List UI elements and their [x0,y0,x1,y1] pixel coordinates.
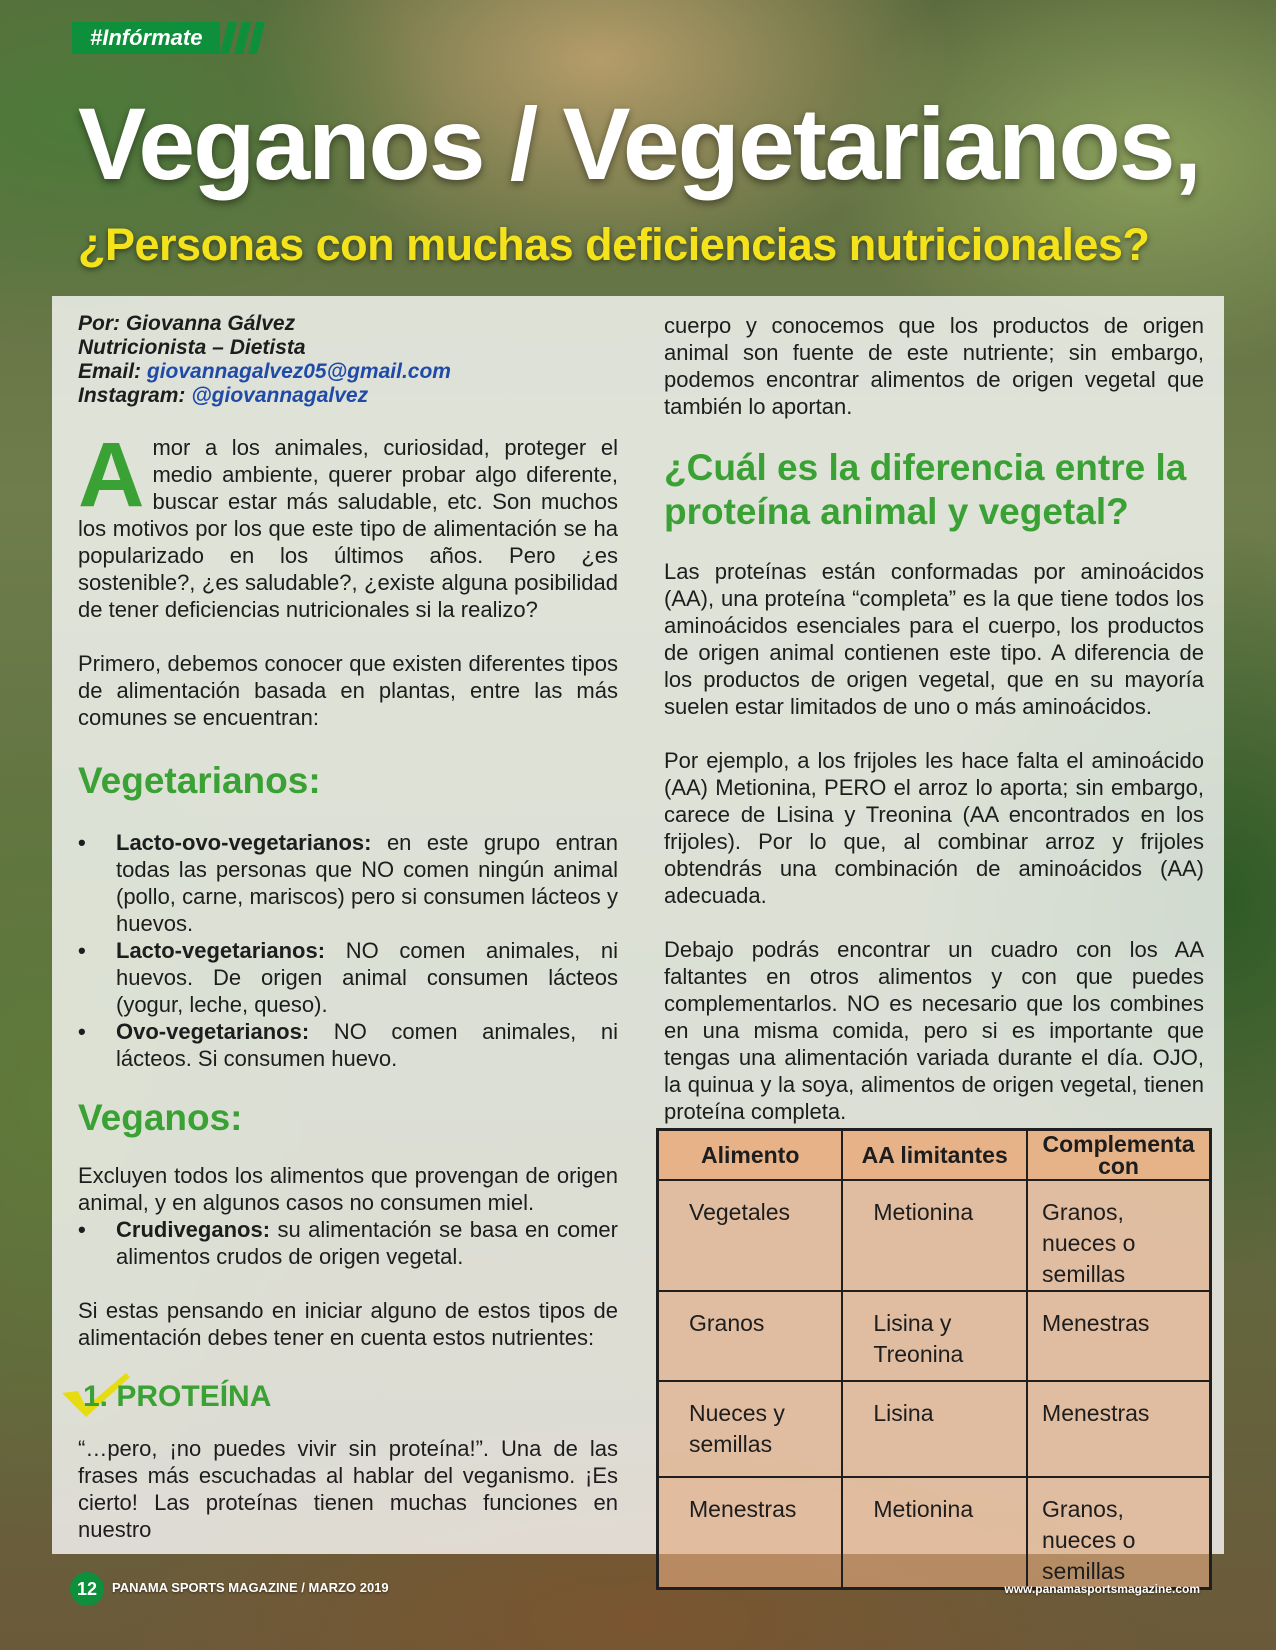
table-row [658,1291,1211,1381]
heading-diferencia: ¿Cuál es la diferencia entre la proteína animal y vegetal? [664,447,1187,532]
table-header: AA limitantes [842,1130,1027,1181]
list-text: NO comen animales, ni lácteos. Si consumen huevo. [116,1019,618,1071]
list-text: en este grupo entran todas las personas que NO comen ningún animal (pollo, carne, mariscos) pero si consumen lácteos y huevos. [116,830,618,936]
list-term: Ovo-vegetarianos: [116,1019,310,1044]
bullet-icon: • [78,1019,86,1044]
page-number: 12 [70,1572,104,1606]
section-tag [72,22,266,54]
table-cell: Metionina [842,1180,1027,1291]
list-item [78,1018,618,1072]
table-cell: Vegetales [658,1180,843,1291]
table-cell: Menestras [658,1477,843,1589]
instagram-line [78,384,618,408]
paragraph-nutrientes: Si estas pensando en iniciar alguno de estos tipos de alimentación debes tener en cuenta estos nutrientes: [78,1298,618,1350]
article-subtitle: ¿Personas con muchas deficiencias nutricionales? [78,219,1150,270]
nutrient-heading [78,1369,618,1421]
list-item [78,937,618,1018]
list-item [78,1216,618,1270]
table-row [658,1180,1211,1291]
table-header-row [658,1130,1211,1181]
table-row [658,1477,1211,1589]
heading-vegetarianos: Vegetarianos: [78,760,321,801]
nutrient-heading-text: 1. PROTEÍNA [83,1380,272,1413]
author-role: Nutricionista – Dietista [78,336,306,359]
paragraph-veganos: Excluyen todos los alimentos que provengan de origen animal, y en algunos casos no consumen miel. [78,1163,618,1215]
article-title: Veganos / Vegetarianos, [78,87,1200,201]
paragraph-ejemplo: Por ejemplo, a los frijoles les hace falta el aminoácido (AA) Metionina, PERO el arroz lo aporta; sin embargo, carece de Lisina y Treonina (AA encontrados en los frijoles). Por lo que, al combinar arroz y frijoles obtendrás una combinación de aminoácidos (AA) adecuada. [664,748,1204,908]
email-line [78,360,618,384]
paragraph-continuation: cuerpo y conocemos que los productos de origen animal son fuente de este nutriente; sin embargo, podemos encontrar alimentos de origen vegetal que también lo aportan. [664,313,1204,419]
table-header: Complementa con [1027,1130,1210,1181]
table-cell: Lisina [842,1381,1027,1477]
list-text: NO comen animales, ni huevos. De origen animal consumen lácteos (yogur, leche, queso). [116,938,618,1017]
list-item [78,829,618,937]
footer-website[interactable]: www.panamasportsmagazine.com [1004,1582,1200,1596]
table-cell: Menestras [1027,1381,1210,1477]
table-cell: Granos, nueces o semillas [1027,1477,1210,1589]
paragraph-cuadro: Debajo podrás encontrar un cuadro con los AA faltantes en otros alimentos y con que puedes complementarlos. NO es necesario que los combines en una misma comida, pero si es importante que tengas una alimentación variada durante el día. OJO, la quinua y la soya, alimentos de origen vegetal, tienen proteína completa. [664,937,1204,1124]
vegan-types-list [78,1216,618,1270]
section-tag-label: #Infórmate [72,22,220,54]
instagram-label: Instagram: [78,384,186,407]
paragraph-proteina: “…pero, ¡no puedes vivir sin proteína!”. Una de las frases más escuchadas al hablar del veganismo. ¡Es cierto! Las proteínas tienen muchas funciones en nuestro [78,1436,618,1542]
drop-cap: A [78,424,145,526]
email-label: Email: [78,360,142,383]
table-cell: Granos [658,1291,843,1381]
email-link[interactable]: giovannagalvez05@gmail.com [146,360,451,383]
intro-paragraph [78,424,618,623]
tag-stripes-decoration [224,22,266,54]
intro-text: mor a los animales, curiosidad, proteger el medio ambiente, querer probar algo diferente, buscar estar más saludable, etc. Son muchos los motivos por los que este tipo de alimentación se ha popularizado en los últimos años. Pero ¿es sostenible?, ¿es saludable?, ¿existe alguna posibilidad de tener deficiencias nutricionales si la realizo? [78,435,618,622]
paragraph-aminoacidos: Las proteínas están conformadas por aminoácidos (AA), una proteína “completa” es la que tiene todos los aminoácidos esenciales para el cuerpo, los productos de origen animal contienen este tipo. A diferencia de los productos de origen vegetal, que en su mayoría suelen estar limitados de uno o más aminoácidos. [664,559,1204,719]
table-cell: Menestras [1027,1291,1210,1381]
list-term: Crudiveganos: [116,1217,271,1242]
byline [78,312,618,408]
bullet-icon: • [78,830,86,855]
vegetarian-types-list [78,829,618,1072]
bullet-icon: • [78,1217,86,1242]
table-row [658,1381,1211,1477]
bullet-icon: • [78,938,86,963]
table-cell: Granos, nueces o semillas [1027,1180,1210,1291]
right-column [664,312,1204,1125]
list-term: Lacto-ovo-vegetarianos: [116,830,372,855]
list-term: Lacto-vegetarianos: [116,938,326,963]
left-column [78,312,618,1543]
list-text: su alimentación se basa en comer alimentos crudos de origen vegetal. [116,1217,618,1269]
amino-acid-table [656,1128,1212,1590]
paragraph-primero: Primero, debemos conocer que existen diferentes tipos de alimentación basada en plantas, entre las más comunes se encuentran: [78,651,618,730]
footer-magazine: PANAMA SPORTS MAGAZINE / MARZO 2019 [112,1580,389,1595]
instagram-link[interactable]: @giovannagalvez [191,384,369,407]
table-cell: Lisina y Treonina [842,1291,1027,1381]
table-header: Alimento [658,1130,843,1181]
table-cell: Metionina [842,1477,1027,1589]
author: Por: Giovanna Gálvez [78,312,296,335]
heading-veganos: Veganos: [78,1097,243,1138]
table-cell: Nueces y semillas [658,1381,843,1477]
